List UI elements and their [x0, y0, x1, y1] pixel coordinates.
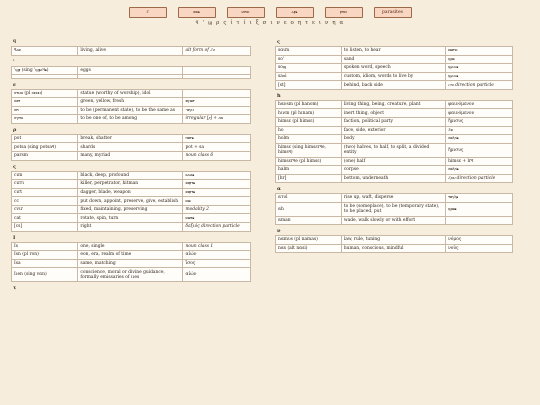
entry-table — [11, 242, 251, 283]
note-cell: alt form of ϩⲟ — [183, 47, 251, 56]
table-row — [12, 188, 251, 197]
entry-table — [11, 46, 251, 56]
word-cell: αman — [276, 216, 342, 225]
gloss-cell: shards — [78, 143, 183, 152]
note-cell: ϭⲟⲗϭⲉ — [446, 135, 513, 144]
entry-table — [275, 235, 513, 253]
note-cell — [183, 66, 251, 75]
table-row — [12, 242, 251, 251]
note-cell: αἰών — [183, 251, 251, 260]
gloss-cell: break, shatter — [78, 134, 183, 143]
gloss-cell: to be one of, to be among — [78, 115, 183, 124]
table-row — [12, 197, 251, 206]
section-letter: ħ — [277, 92, 281, 99]
word-cell: himsε (sing himsεrϥe, himsϥ) — [276, 143, 342, 157]
gloss-cell: conscience, moral or divine guidance, formally emissaries of ιιes — [78, 268, 183, 282]
note-cell: noun class 6 — [183, 152, 251, 161]
note-cell — [183, 75, 251, 78]
note-cell: ἴσος — [183, 259, 251, 268]
table-row — [276, 216, 513, 225]
table-row — [12, 223, 251, 232]
note-cell: νοῦς — [446, 244, 513, 253]
word-cell: cat — [12, 214, 78, 223]
left-column — [11, 38, 251, 292]
table-row — [12, 134, 251, 143]
table-row — [276, 174, 513, 183]
nav-button[interactable]: ⲟⲟⲉ — [178, 7, 216, 18]
gloss-cell: faction, political party — [341, 118, 445, 127]
note-cell: ⲥⲱⲧⲙ — [446, 47, 513, 56]
word-cell: cc — [12, 197, 78, 206]
word-cell: holm — [276, 135, 342, 144]
nav-button[interactable]: ϩ — [129, 7, 167, 18]
gloss-cell: eon, era, realm of time — [78, 251, 183, 260]
word-cell: ϭⲏ — [12, 106, 78, 115]
word-cell: ϭⲧⲙⲛ (pl ϭⲥⲙⲛ) — [12, 89, 78, 98]
gloss-cell: law, rule, tuning — [341, 236, 445, 245]
table-row — [12, 214, 251, 223]
table-row — [276, 64, 513, 73]
word-cell: ατυl — [276, 194, 342, 203]
section-letter: ϥ — [13, 39, 16, 45]
word-cell: Ιsa — [12, 259, 78, 268]
table-row — [276, 81, 513, 90]
gloss-cell: behind, back side — [341, 81, 445, 90]
note-cell: δεξιός direction particle — [183, 223, 251, 232]
section-letter: ϭ — [13, 81, 16, 88]
entry-table — [275, 100, 513, 183]
table-row — [276, 100, 513, 109]
gloss-cell: inert thing, object — [341, 109, 445, 118]
note-cell: ϩⲣⲁⲓ direction particle — [446, 174, 513, 183]
section-letter: ς — [13, 163, 17, 170]
gloss-cell: dagger, blade, weapon — [78, 188, 183, 197]
table-row — [12, 171, 251, 180]
table-row — [12, 259, 251, 268]
table-row — [276, 157, 513, 166]
section-letter: ν — [277, 228, 281, 235]
table-row — [276, 72, 513, 81]
note-cell: φαινόμενον — [446, 100, 513, 109]
table-row — [276, 202, 513, 216]
table-row — [12, 89, 251, 98]
word-cell: ϭⲟⲧ — [12, 98, 78, 107]
table-row — [12, 251, 251, 260]
note-cell: himsε + lrϥ — [446, 157, 513, 166]
table-row — [12, 75, 251, 78]
gloss-cell: to be (permanent state), to be the same as — [78, 106, 183, 115]
gloss-cell: human, conscious, mindful — [341, 244, 445, 253]
gloss-cell: face, side, exterior — [341, 126, 445, 135]
section-letter: ς — [277, 39, 281, 45]
word-cell: [hr] — [276, 174, 342, 183]
entry-table — [11, 89, 251, 124]
entry-table — [275, 193, 513, 225]
gloss-cell: rotate, spin, turn — [78, 214, 183, 223]
note-cell: ϣⲱⲉ — [446, 202, 513, 216]
gloss-cell: spoken word, speech — [341, 64, 445, 73]
alphabet-index[interactable]: ϥ ' ϣ ρ ς ί τ ί ι ξ σ ι ν ε ο η τ ε ι ν η α — [195, 20, 345, 26]
entry-table — [275, 46, 513, 90]
note-cell: ϭⲟⲗϭⲉ — [446, 166, 513, 175]
section-letter: τ — [13, 285, 17, 292]
note-cell: ἥμισυς — [446, 118, 513, 127]
nav-button[interactable]: ⲙⲏⲥⲓ — [227, 7, 265, 18]
note-cell: pot + sa — [183, 143, 251, 152]
table-row — [12, 143, 251, 152]
entry-table — [11, 66, 251, 79]
gloss-cell: living, alive — [78, 47, 183, 56]
word-cell: parsm — [12, 152, 78, 161]
note-cell: ⲕⲱ — [183, 197, 251, 206]
word-cell: saϭi — [276, 72, 342, 81]
note-cell: αἰών — [183, 268, 251, 282]
gloss-cell: green, yellow, fresh — [78, 98, 183, 107]
word-cell: nαmυs (pl namas) — [276, 236, 342, 245]
table-row — [276, 126, 513, 135]
note-cell: ⲕⲁⲙⲉ — [183, 171, 251, 180]
table-row — [12, 47, 251, 56]
gloss-cell: (one) half — [341, 157, 445, 166]
gloss-cell: black, deep, profound — [78, 171, 183, 180]
table-row — [276, 166, 513, 175]
top-navigation — [0, 7, 540, 18]
note-cell: ⲟⲩⲱⲧ — [183, 98, 251, 107]
word-cell: Ιsn (pl ron) — [12, 251, 78, 260]
table-row — [276, 236, 513, 245]
note-cell: ϣⲱ — [446, 55, 513, 64]
gloss-cell: wade, walk slowly or with effort — [341, 216, 445, 225]
table-row — [12, 268, 251, 282]
word-cell: sαιm — [276, 47, 342, 56]
gloss-cell: sand — [341, 55, 445, 64]
table-row — [276, 194, 513, 203]
table-row — [12, 152, 251, 161]
word-cell: so' — [276, 55, 342, 64]
table-row — [12, 106, 251, 115]
gloss-cell: many, myriad — [78, 152, 183, 161]
word-cell: halm — [276, 166, 342, 175]
word-cell: pot — [12, 134, 78, 143]
gloss-cell: fixed, maintaining, preserving — [78, 205, 183, 214]
entry-table — [11, 134, 251, 161]
nav-button[interactable]: parasites — [374, 7, 412, 18]
note-cell: ⲥⲟⲣⲧⲉ — [183, 188, 251, 197]
note-cell: modality 2 — [183, 205, 251, 214]
word-cell: hανsm (pl hanom) — [276, 100, 342, 109]
word-cell: himsεrϥe (pl himsε) — [276, 157, 342, 166]
word-cell: nαs (alt nαsi) — [276, 244, 342, 253]
note-cell: ⲕⲱⲧⲉ — [183, 214, 251, 223]
word-cell: ϥⲁⲟ — [12, 47, 78, 56]
gloss-cell: killer, perpetrator, hitman — [78, 180, 183, 189]
table-row — [12, 66, 251, 75]
table-row — [276, 55, 513, 64]
word-cell: 'ϣⲣ (sing 'ϣⲣⲁϥⲉ) — [12, 66, 78, 75]
word-cell: Ιs — [12, 242, 78, 251]
table-row — [276, 143, 513, 157]
section-letter: α — [277, 186, 281, 193]
note-cell — [183, 89, 251, 98]
table-row — [276, 118, 513, 127]
note-cell: νόμος — [446, 236, 513, 245]
note-cell: ⲥⲧⲟ direction particle — [446, 81, 513, 90]
gloss-cell: one, single — [78, 242, 183, 251]
word-cell: αh — [276, 202, 342, 216]
word-cell: himsε (pl himsε) — [276, 118, 342, 127]
gloss-cell: right — [78, 223, 183, 232]
table-row — [276, 135, 513, 144]
gloss-cell: to be (someplace), to be (temporary state), to be placed, put — [341, 202, 445, 216]
table-row — [276, 244, 513, 253]
gloss-cell: bottom, underneath — [341, 174, 445, 183]
note-cell: noun class 1 — [183, 242, 251, 251]
gloss-cell: put down, appoint, preserve, give, establish — [78, 197, 183, 206]
word-cell: [st] — [276, 81, 342, 90]
note-cell: ϩⲟ — [446, 126, 513, 135]
gloss-cell: corpse — [341, 166, 445, 175]
nav-button[interactable]: ⲁⲣⲉ — [276, 7, 314, 18]
word-cell: soϣ — [276, 64, 342, 73]
note-cell — [446, 216, 513, 225]
gloss-cell: to listen, to hear — [341, 47, 445, 56]
word-cell: cιrrι — [12, 180, 78, 189]
table-row — [276, 109, 513, 118]
note-cell: ϣⲁϫⲉ — [446, 64, 513, 73]
section-letter: ρ — [13, 126, 17, 133]
word-cell: [cs] — [12, 223, 78, 232]
gloss-cell: living thing, being, creature, plant — [341, 100, 445, 109]
word-cell: hινm (pl hιnam) — [276, 109, 342, 118]
word-cell: cιrt — [12, 188, 78, 197]
section-letter: Ι — [13, 234, 16, 241]
right-column — [275, 38, 513, 255]
table-row — [12, 115, 251, 124]
gloss-cell: custom, idiom, words to live by — [341, 72, 445, 81]
gloss-cell: eggs — [78, 66, 183, 75]
section-letter: ' — [13, 58, 15, 65]
note-cell: ἥμισυς — [446, 143, 513, 157]
word-cell: potsa (sing potsaϥ) — [12, 143, 78, 152]
nav-button[interactable]: ⲣⲏⲥⲓ — [325, 7, 363, 18]
note-cell: ⲡⲟⲧⲉ — [183, 134, 251, 143]
word-cell: Ιιen (sing vαn) — [12, 268, 78, 282]
note-cell: irregular [ⲣ] + ⲛⲛ — [183, 115, 251, 124]
entry-table — [11, 171, 251, 232]
table-row — [12, 98, 251, 107]
note-cell: φαινόμενον — [446, 109, 513, 118]
note-cell: ⲥⲟⲣⲧⲉ — [183, 180, 251, 189]
table-row — [276, 47, 513, 56]
gloss-cell: statue (worthy of worship), idol — [78, 89, 183, 98]
word-cell: ho — [276, 126, 342, 135]
word-cell — [12, 75, 78, 78]
gloss-cell: rise up, waft, disperse — [341, 194, 445, 203]
note-cell: -ⲟⲩⲛ — [183, 106, 251, 115]
word-cell: ϭⲩⲏⲛ — [12, 115, 78, 124]
word-cell: cvιr — [12, 205, 78, 214]
gloss-cell: (two) halves, to half, to split, a divided entity — [341, 143, 445, 157]
note-cell: ϣⲁϫⲉ — [446, 72, 513, 81]
gloss-cell — [78, 75, 183, 78]
table-row — [12, 180, 251, 189]
word-cell: cιm — [12, 171, 78, 180]
note-cell: ⲧⲟⲩⲗⲉ — [446, 194, 513, 203]
gloss-cell: same, matching — [78, 259, 183, 268]
table-row — [12, 205, 251, 214]
gloss-cell: body — [341, 135, 445, 144]
